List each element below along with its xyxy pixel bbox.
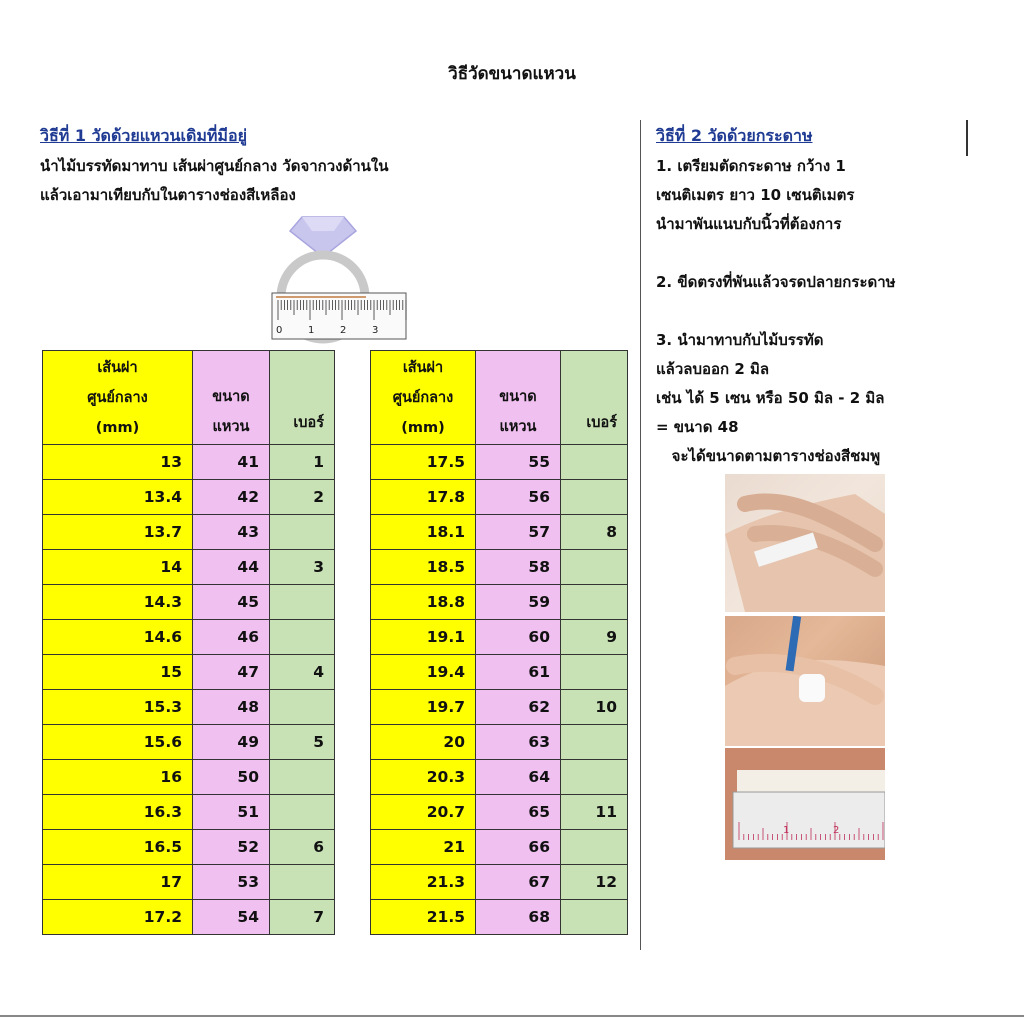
number-cell: [270, 515, 335, 550]
ring-size-cell: 48: [193, 690, 270, 725]
number-cell: [561, 830, 628, 865]
number-cell: 3: [270, 550, 335, 585]
table-row: [371, 690, 628, 725]
table-row: [371, 900, 628, 935]
table-row: [371, 795, 628, 830]
diameter-cell: 15.3: [43, 690, 193, 725]
number-cell: 8: [561, 515, 628, 550]
ring-size-cell: 58: [476, 550, 561, 585]
diameter-cell: 18.5: [371, 550, 476, 585]
ring-size-cell: 42: [193, 480, 270, 515]
table-row: [43, 725, 335, 760]
diameter-cell: 16.3: [43, 795, 193, 830]
table-row: [43, 900, 335, 935]
method2-instructions: [656, 152, 1016, 471]
number-cell: 9: [561, 620, 628, 655]
diameter-cell: 15.6: [43, 725, 193, 760]
diameter-cell: 17.5: [371, 445, 476, 480]
method2-line: [656, 239, 1016, 268]
number-cell: [270, 585, 335, 620]
ring-size-cell: 51: [193, 795, 270, 830]
number-cell: [270, 690, 335, 725]
table-row: [371, 760, 628, 795]
number-cell: [561, 480, 628, 515]
number-cell: [561, 655, 628, 690]
method2-line: แล้วลบออก 2 มิล: [656, 360, 770, 378]
diameter-cell: 19.7: [371, 690, 476, 725]
method1-instructions: [40, 152, 389, 210]
number-cell: 1: [270, 445, 335, 480]
ring-size-cell: 44: [193, 550, 270, 585]
diameter-cell: 13.7: [43, 515, 193, 550]
diameter-cell: 20.7: [371, 795, 476, 830]
page-title: วิธีวัดขนาดแหวน: [448, 64, 576, 84]
ring-size-cell: 56: [476, 480, 561, 515]
table-row: [371, 445, 628, 480]
diameter-cell: 17: [43, 865, 193, 900]
method1-line: นำไม้บรรทัดมาทาบ เส้นผ่าศูนย์กลาง วัดจากวงด้านใน: [40, 157, 389, 175]
table-row: [43, 620, 335, 655]
ring-size-cell: 43: [193, 515, 270, 550]
number-cell: 12: [561, 865, 628, 900]
diameter-cell: 20: [371, 725, 476, 760]
ring-size-cell: 45: [193, 585, 270, 620]
ring-size-cell: 62: [476, 690, 561, 725]
number-cell: 7: [270, 900, 335, 935]
size-table-right: [370, 350, 628, 935]
diameter-cell: 16.5: [43, 830, 193, 865]
number-cell: 11: [561, 795, 628, 830]
table-row: [371, 585, 628, 620]
table-row: [43, 760, 335, 795]
diameter-cell: 21.5: [371, 900, 476, 935]
ring-size-cell: 63: [476, 725, 561, 760]
diameter-cell: 19.4: [371, 655, 476, 690]
diameter-cell: 14.6: [43, 620, 193, 655]
method2-line: นำมาพันแนบกับนิ้วที่ต้องการ: [656, 215, 842, 233]
table-row: [43, 865, 335, 900]
number-header: เบอร์: [561, 351, 628, 445]
table-row: [43, 585, 335, 620]
table-header-row: [371, 351, 628, 445]
ruler-tick-label: 0: [276, 325, 283, 336]
number-cell: 4: [270, 655, 335, 690]
method2-line: เซนติเมตร ยาว 10 เซนติเมตร: [656, 186, 855, 204]
ring-size-cell: 55: [476, 445, 561, 480]
table-row: [371, 550, 628, 585]
diameter-cell: 17.8: [371, 480, 476, 515]
diameter-header: เส้นผ่า ศูนย์กลาง (mm): [43, 351, 193, 445]
number-cell: [561, 445, 628, 480]
ring-size-cell: 52: [193, 830, 270, 865]
diameter-cell: 18.8: [371, 585, 476, 620]
method2-line: 1. เตรียมตัดกระดาษ กว้าง 1: [656, 157, 846, 175]
column-divider-mark: [966, 120, 968, 156]
photo-ruler-tick-label: 1: [783, 825, 790, 836]
ring-size-cell: 66: [476, 830, 561, 865]
ring-size-cell: 50: [193, 760, 270, 795]
column-divider: [640, 120, 641, 950]
number-cell: [270, 865, 335, 900]
method2-line: 3. นำมาทาบกับไม้บรรทัด: [656, 331, 824, 349]
ring-size-cell: 65: [476, 795, 561, 830]
hand-paper-wrap-photo: [725, 474, 885, 612]
ring-size-cell: 53: [193, 865, 270, 900]
table-row: [43, 480, 335, 515]
method2-line: [656, 297, 1016, 326]
diameter-cell: 18.1: [371, 515, 476, 550]
diameter-cell: 13: [43, 445, 193, 480]
method2-line: เช่น ได้ 5 เซน หรือ 50 มิล - 2 มิล: [656, 389, 885, 407]
table-row: [43, 655, 335, 690]
diameter-header: เส้นผ่า ศูนย์กลาง (mm): [371, 351, 476, 445]
table-row: [371, 655, 628, 690]
number-cell: [561, 900, 628, 935]
table-row: [371, 480, 628, 515]
ring-size-cell: 67: [476, 865, 561, 900]
number-header: เบอร์: [270, 351, 335, 445]
table-row: [43, 690, 335, 725]
table-row: [43, 550, 335, 585]
number-cell: 10: [561, 690, 628, 725]
ring-size-cell: 57: [476, 515, 561, 550]
diameter-cell: 16: [43, 760, 193, 795]
number-cell: [561, 550, 628, 585]
diameter-cell: 15: [43, 655, 193, 690]
ring-size-cell: 61: [476, 655, 561, 690]
diameter-cell: 13.4: [43, 480, 193, 515]
table-row: [43, 830, 335, 865]
number-cell: [270, 760, 335, 795]
table-row: [371, 830, 628, 865]
ring-size-cell: 41: [193, 445, 270, 480]
diameter-cell: 21.3: [371, 865, 476, 900]
diameter-cell: 17.2: [43, 900, 193, 935]
ring-size-cell: 54: [193, 900, 270, 935]
ruler-tick-label: 1: [308, 325, 315, 336]
diameter-cell: 19.1: [371, 620, 476, 655]
diameter-cell: 20.3: [371, 760, 476, 795]
number-cell: [270, 795, 335, 830]
ring-size-header: ขนาด แหวน: [476, 351, 561, 445]
number-cell: 5: [270, 725, 335, 760]
number-cell: [561, 725, 628, 760]
hand-pencil-mark-photo: [725, 616, 885, 746]
number-cell: 2: [270, 480, 335, 515]
number-cell: [561, 585, 628, 620]
table-row: [371, 865, 628, 900]
method1-heading: วิธีที่ 1 วัดด้วยแหวนเดิมที่มีอยู่: [40, 126, 247, 145]
diameter-cell: 14.3: [43, 585, 193, 620]
number-cell: [561, 760, 628, 795]
photo-ruler-tick-label: 2: [833, 825, 840, 836]
ring-ruler-illustration: [262, 205, 412, 345]
bottom-border: [0, 1015, 1024, 1017]
ring-size-cell: 46: [193, 620, 270, 655]
ring-size-cell: 49: [193, 725, 270, 760]
ring-size-cell: 59: [476, 585, 561, 620]
diameter-cell: 14: [43, 550, 193, 585]
diameter-cell: 21: [371, 830, 476, 865]
ring-size-cell: 64: [476, 760, 561, 795]
table-row: [371, 620, 628, 655]
ruler-tick-label: 2: [340, 325, 347, 336]
method1-line: แล้วเอามาเทียบกับในตารางช่องสีเหลือง: [40, 186, 296, 204]
table-header-row: [43, 351, 335, 445]
paper-on-ruler-photo: [725, 748, 885, 860]
table-row: [43, 795, 335, 830]
table-row: [43, 445, 335, 480]
table-row: [43, 515, 335, 550]
number-cell: 6: [270, 830, 335, 865]
ruler-tick-label: 3: [372, 325, 379, 336]
ring-size-cell: 68: [476, 900, 561, 935]
table-row: [371, 515, 628, 550]
method2-line: 2. ขีดตรงที่พันแล้วจรดปลายกระดาษ: [656, 273, 896, 291]
table-row: [371, 725, 628, 760]
number-cell: [270, 620, 335, 655]
method2-heading: วิธีที่ 2 วัดด้วยกระดาษ: [656, 126, 813, 145]
method2-line: จะได้ขนาดตามตารางช่องสีชมพู: [656, 447, 881, 465]
size-table-left: [42, 350, 335, 935]
ring-size-cell: 60: [476, 620, 561, 655]
ring-size-cell: 47: [193, 655, 270, 690]
ruler-icon: [272, 293, 406, 339]
ring-size-header: ขนาด แหวน: [193, 351, 270, 445]
method2-line: = ขนาด 48: [656, 418, 739, 436]
